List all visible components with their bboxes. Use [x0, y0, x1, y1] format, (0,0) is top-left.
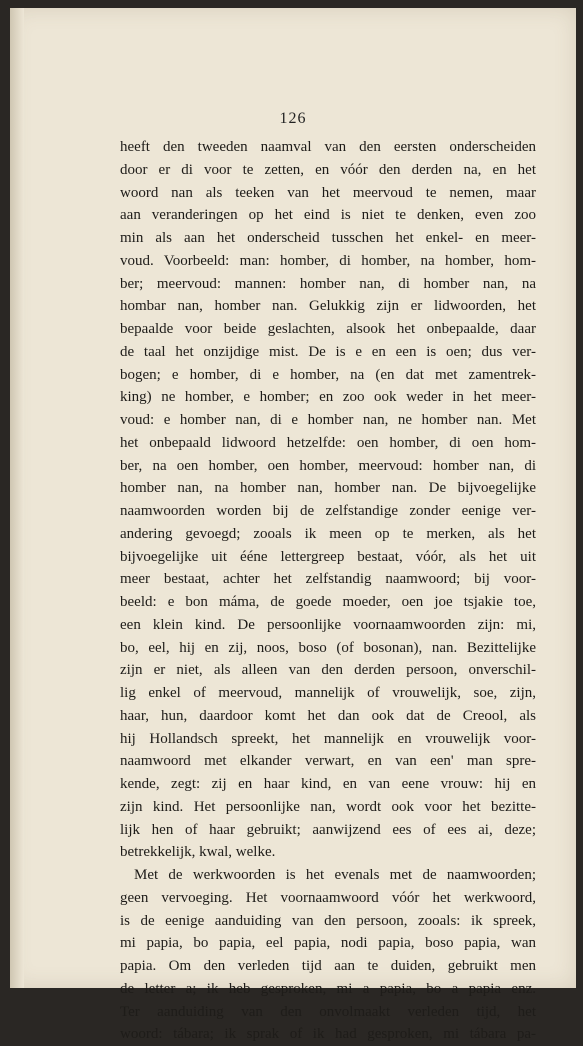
page-binding-shadow: [10, 8, 24, 988]
text-line: bo, eel, hij en zij, noos, boso (of bosonan), nan. Bezittelijke: [120, 639, 536, 656]
text-line: ber, na oen homber, oen homber, meervoud: homber nan, di: [120, 457, 536, 474]
text-line: haar, hun, daardoor komt het dan ook dat de Creool, als: [120, 707, 536, 724]
text-line: woord nan als teeken van het meervoud te nemen, maar: [120, 184, 536, 201]
text-line: naamwoorden worden bij de zelfstandige zonder eenige ver-: [120, 503, 536, 519]
text-line: voud. Voorbeeld: man: homber, di homber, na homber, hom-: [120, 252, 536, 269]
text-line: hombar nan, homber nan. Gelukkig zijn er lidwoorden, het: [120, 298, 536, 315]
text-line: beeld: e bon máma, de goede moeder, oen joe tsjakie toe,: [120, 594, 536, 610]
book-page: [10, 8, 576, 1043]
text-line: naamwoord met elkander verwart, en van een' man spre-: [120, 753, 536, 770]
text-line: door er di voor te zetten, en vóór den derden na, en het: [120, 161, 536, 178]
text-line: hij Hollandsch spreekt, het mannelijk en vrouwelijk voor-: [120, 730, 536, 747]
text-line: zijn er niet, als alleen van den derden persoon, onverschil-: [120, 662, 536, 679]
text-line: voud: e homber nan, di e homber nan, ne homber nan. Met: [120, 412, 536, 428]
text-line: bogen; e homber, di e homber, na (en dat met zamentrek-: [120, 366, 536, 383]
text-line: andering gevoegd; zooals ik meen op te merken, als het: [120, 525, 536, 542]
text-line: is de eenige aanduiding van den persoon, zooals: ik spreek,: [120, 912, 536, 929]
text-line: geen vervoeging. Het voornaamwoord vóór het werkwoord,: [120, 889, 536, 906]
text-line: lig enkel of meervoud, mannelijk of vrouwelijk, soe, zijn,: [120, 685, 536, 701]
text-line: de taal het onzijdige mist. De is e en een is oen; dus ver-: [120, 343, 536, 360]
page-number: 126: [279, 110, 307, 127]
text-line: woord: tábara; ik sprak of ik had gesproken, mi tábara pa-: [120, 1026, 536, 1043]
text-line: de letter a; ik heb gesproken, mi a papia, bo a papia enz.: [120, 980, 536, 997]
text-line: betrekkelijk, kwal, welke.: [120, 844, 276, 861]
text-line: bijvoegelijke uit ééne lettergreep bestaat, vóór, als het uit: [120, 548, 536, 565]
text-line: heeft den tweeden naamval van den eersten onderscheiden: [120, 139, 536, 155]
text-line: Met de werkwoorden is het evenals met de naamwoorden;: [134, 867, 536, 883]
text-line: een klein kind. De persoonlijke voornaamwoorden zijn: mi,: [120, 616, 536, 633]
text-line: homber nan, na homber nan, homber nan. De bijvoegelijke: [120, 480, 536, 497]
text-line: meer bestaat, achter het zelfstandig naamwoord; bij voor-: [120, 571, 536, 588]
text-line: king) ne homber, e homber; en zoo ook weder in het meer-: [120, 389, 536, 406]
text-line: Ter aanduiding van den onvolmaakt verleden tijd, het: [120, 1003, 536, 1020]
text-line: mi papia, bo papia, eel papia, nodi papia, boso papia, wan: [120, 935, 536, 952]
body-text: [120, 136, 536, 1046]
text-line: min als aan het onderscheid tusschen het enkel- en meer-: [120, 230, 536, 246]
text-line: kende, zegt: zij en haar kind, en van eene vrouw: hij en: [120, 776, 536, 792]
text-line: aan veranderingen op het eind is niet te denken, even zoo: [120, 207, 536, 224]
text-line: papia. Om den verleden tijd aan te duiden, gebruikt men: [120, 958, 536, 974]
text-line: lijk hen of haar gebruikt; aanwijzend ees of ees ai, deze;: [120, 821, 536, 838]
text-line: zijn kind. Het persoonlijke nan, wordt ook voor het bezitte-: [120, 798, 536, 815]
text-line: bepaalde voor beide geslachten, alsook het onbepaalde, daar: [120, 321, 536, 337]
text-line: het onbepaald lidwoord hetzelfde: oen homber, di oen hom-: [120, 434, 536, 451]
text-line: ber; meervoud: mannen: homber nan, di homber nan, na: [120, 275, 536, 292]
